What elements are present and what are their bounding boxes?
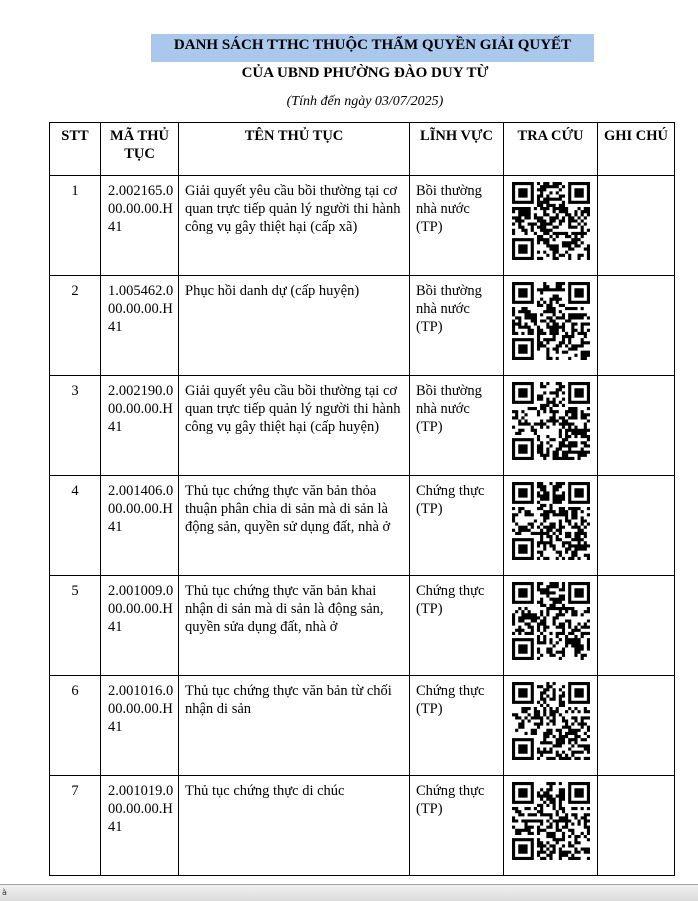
table-row	[50, 576, 675, 676]
row-note	[598, 276, 675, 376]
row-stt: 6	[50, 676, 101, 776]
header-name: TÊN THỦ TỤC	[179, 123, 410, 176]
qr-code-icon[interactable]	[512, 782, 590, 860]
status-bar	[0, 884, 698, 901]
row-field: Chứng thực (TP)	[410, 576, 504, 676]
row-qr-lookup[interactable]	[504, 776, 598, 876]
header-stt: STT	[50, 123, 101, 176]
qr-code-icon[interactable]	[512, 382, 590, 460]
row-procedure-name: Thủ tục chứng thực văn bản từ chối nhận di sản	[179, 676, 410, 776]
row-stt: 7	[50, 776, 101, 876]
row-code: 2.002165.000.00.00.H41	[101, 176, 179, 276]
row-procedure-name: Giải quyết yêu cầu bồi thường tại cơ quan trực tiếp quản lý người thi hành công vụ gây thiệt hại (cấp huyện)	[179, 376, 410, 476]
row-procedure-name: Thủ tục chứng thực văn bản thỏa thuận phân chia di sản mà di sản là động sản, quyền sử dụng đất, nhà ở	[179, 476, 410, 576]
qr-code-icon[interactable]	[512, 282, 590, 360]
row-field: Bồi thường nhà nước (TP)	[410, 376, 504, 476]
table-row	[50, 176, 675, 276]
row-code: 1.005462.000.00.00.H41	[101, 276, 179, 376]
row-stt: 4	[50, 476, 101, 576]
qr-code-icon[interactable]	[512, 182, 590, 260]
row-note	[598, 676, 675, 776]
row-note	[598, 176, 675, 276]
row-code: 2.001009.000.00.00.H41	[101, 576, 179, 676]
procedures-table	[49, 122, 675, 876]
row-stt: 3	[50, 376, 101, 476]
document-title-highlighted: DANH SÁCH TTHC THUỘC THẨM QUYỀN GIẢI QUYẾT	[151, 34, 594, 62]
row-procedure-name: Thủ tục chứng thực di chúc	[179, 776, 410, 876]
row-qr-lookup[interactable]	[504, 476, 598, 576]
row-note	[598, 476, 675, 576]
row-stt: 5	[50, 576, 101, 676]
table-row	[50, 376, 675, 476]
row-qr-lookup[interactable]	[504, 176, 598, 276]
row-note	[598, 376, 675, 476]
row-note	[598, 576, 675, 676]
row-qr-lookup[interactable]	[504, 276, 598, 376]
document-subtitle: CỦA UBND PHƯỜNG ĐÀO DUY TỪ	[241, 65, 489, 81]
table-row	[50, 776, 675, 876]
header-field: LĨNH VỰC	[410, 123, 504, 176]
row-stt: 1	[50, 176, 101, 276]
row-qr-lookup[interactable]	[504, 576, 598, 676]
row-note	[598, 776, 675, 876]
row-field: Chứng thực (TP)	[410, 776, 504, 876]
header-note: GHI CHÚ	[598, 123, 675, 176]
date-note: (Tính đến ngày 03/07/2025)	[286, 94, 444, 109]
row-code: 2.001406.000.00.00.H41	[101, 476, 179, 576]
row-qr-lookup[interactable]	[504, 376, 598, 476]
table-row	[50, 276, 675, 376]
row-field: Bồi thường nhà nước (TP)	[410, 276, 504, 376]
row-code: 2.002190.000.00.00.H41	[101, 376, 179, 476]
header-lookup: TRA CỨU	[504, 123, 598, 176]
row-procedure-name: Giải quyết yêu cầu bồi thường tại cơ quan trực tiếp quản lý người thi hành công vụ gây thiệt hại (cấp xã)	[179, 176, 410, 276]
row-field: Chứng thực (TP)	[410, 676, 504, 776]
table-header-row	[50, 123, 675, 176]
table-row	[50, 476, 675, 576]
row-code: 2.001016.000.00.00.H41	[101, 676, 179, 776]
row-code: 2.001019.000.00.00.H41	[101, 776, 179, 876]
row-qr-lookup[interactable]	[504, 676, 598, 776]
qr-code-icon[interactable]	[512, 482, 590, 560]
row-procedure-name: Phục hồi danh dự (cấp huyện)	[179, 276, 410, 376]
status-bar-glyph: à	[2, 888, 7, 897]
row-stt: 2	[50, 276, 101, 376]
row-field: Bồi thường nhà nước (TP)	[410, 176, 504, 276]
header-code: MÃ THỦ TỤC	[101, 123, 179, 176]
qr-code-icon[interactable]	[512, 682, 590, 760]
table-row	[50, 676, 675, 776]
row-procedure-name: Thủ tục chứng thực văn bản khai nhận di sản mà di sản là động sản, quyền sửa dụng đất, nhà ở	[179, 576, 410, 676]
qr-code-icon[interactable]	[512, 582, 590, 660]
row-field: Chứng thực (TP)	[410, 476, 504, 576]
